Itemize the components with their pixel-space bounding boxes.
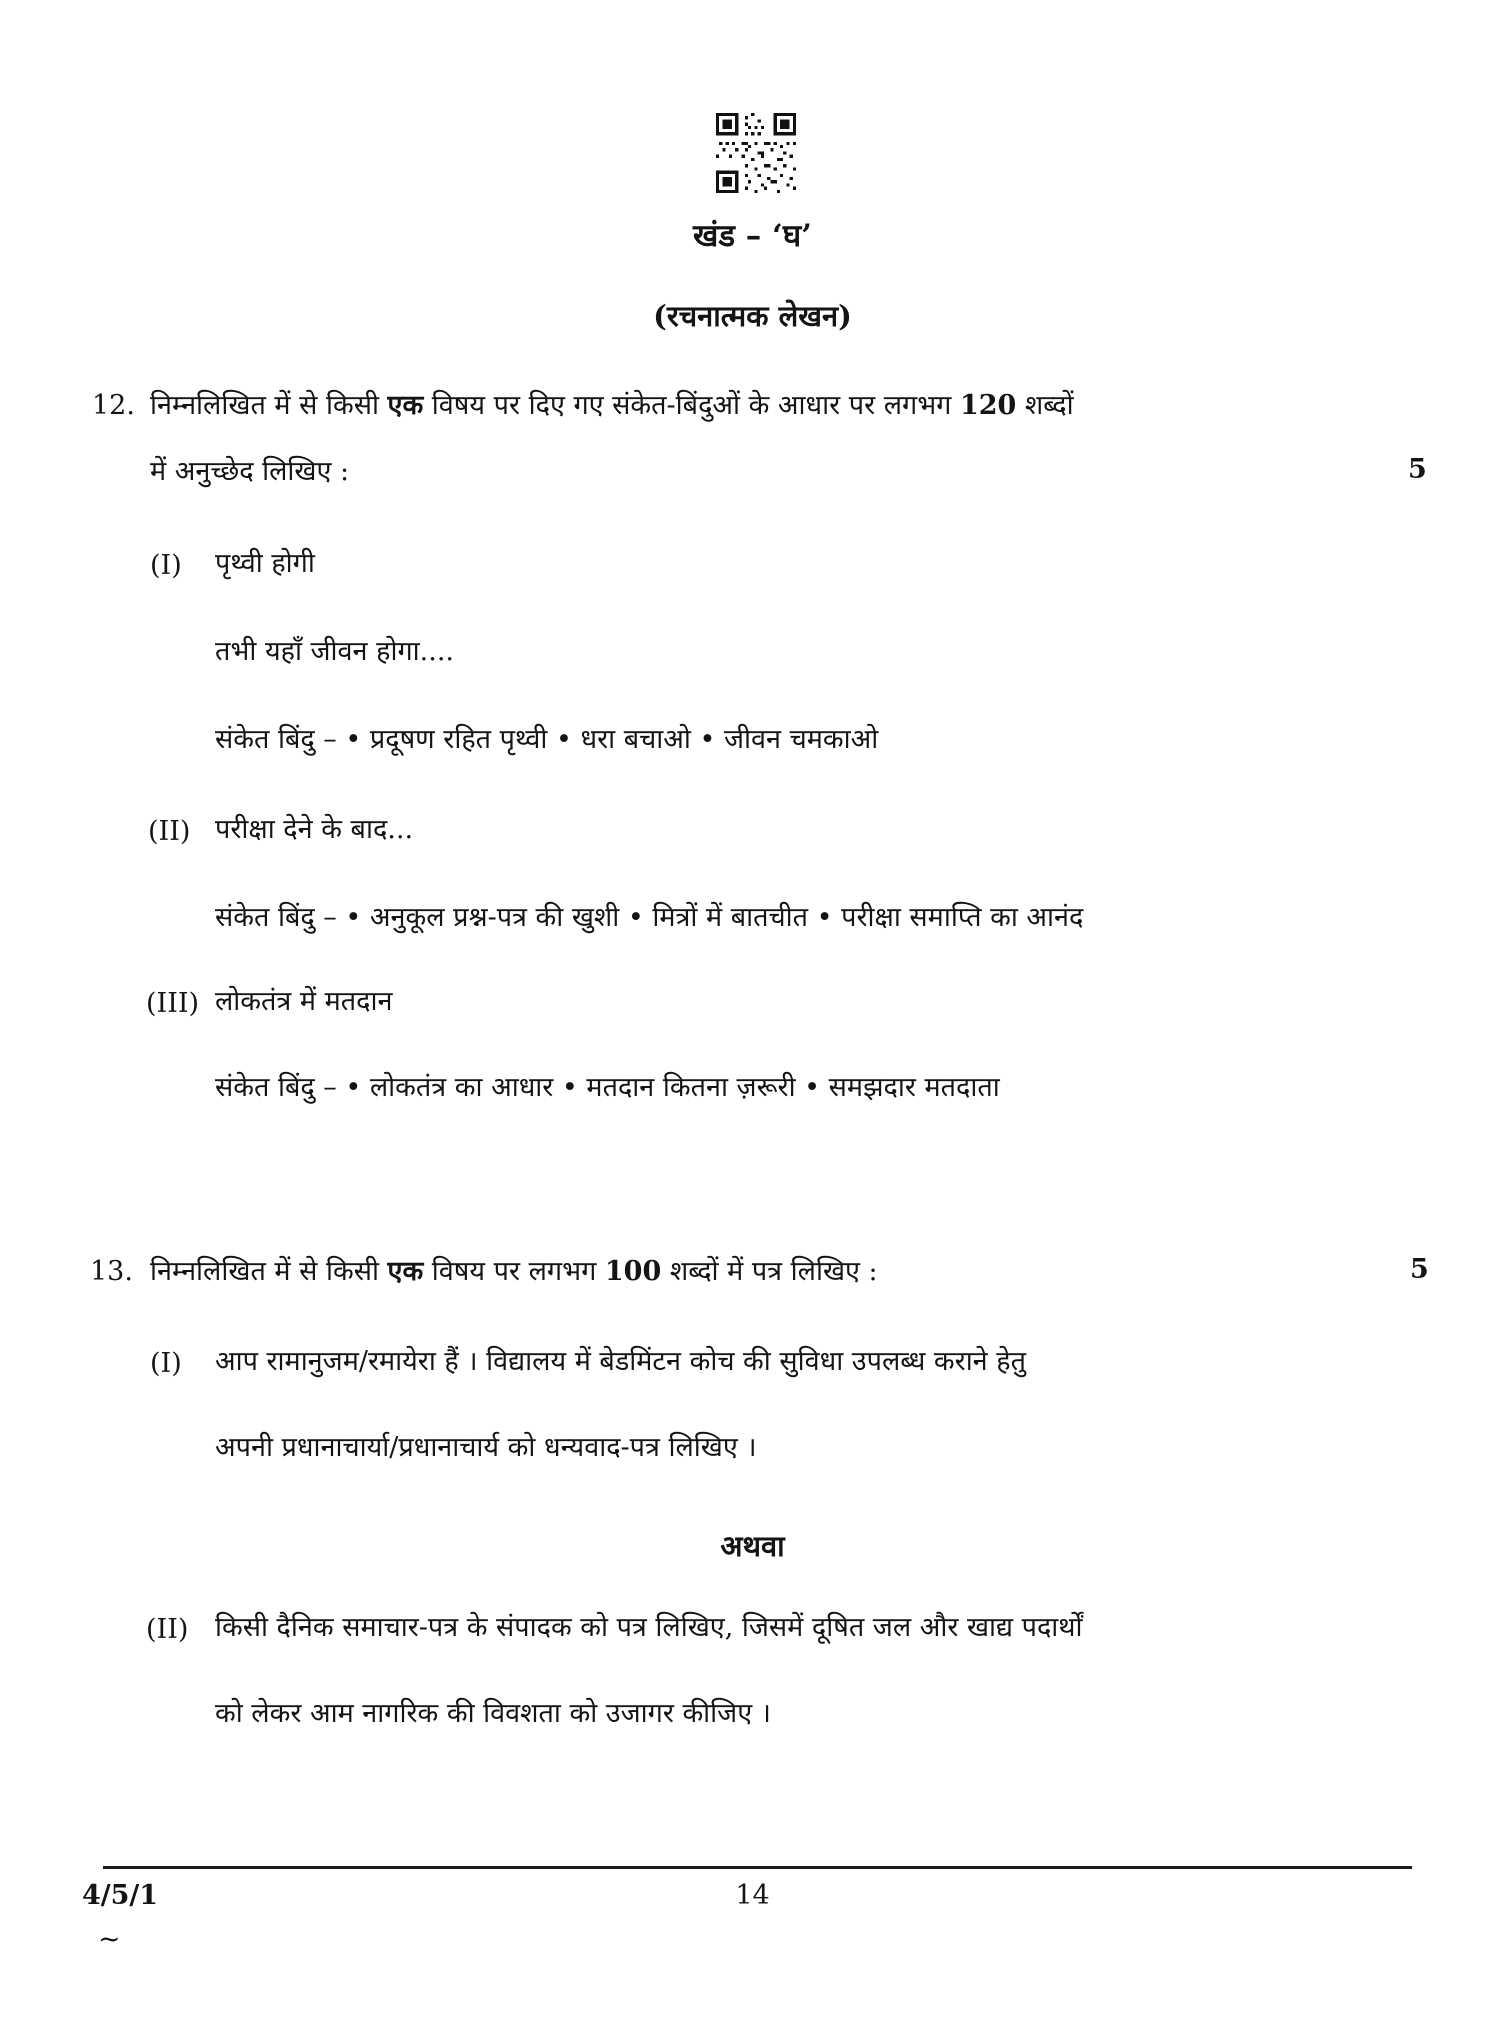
q12-item1-hint-line: संकेत बिंदु – • प्रदूषण रहित पृथ्वी • धरा बचाओ • जीवन चमकाओ (215, 724, 879, 755)
section-subheader: (रचनात्मक लेखन) (653, 299, 852, 333)
q13-number: 13. (90, 1256, 133, 1287)
q12-item1-label: (I) (150, 550, 182, 581)
q13-line1-seg3: विषय पर लगभग (423, 1256, 605, 1287)
q12-item1-line2: तभी यहाँ जीवन होगा.... (215, 636, 454, 667)
q13-item1-line1: आप रामानुजम/रमायेरा हैं । विद्यालय में बेडमिंटन कोच की सुविधा उपलब्ध कराने हेतु (215, 1346, 1026, 1377)
q13-marks: 5 (1410, 1254, 1429, 1285)
section-header: खंड – ‘घ’ (693, 218, 812, 254)
q12-item3-hint-line: संकेत बिंदु – • लोकतंत्र का आधार • मतदान कितना ज़रूरी • समझदार मतदाता (215, 1072, 1000, 1103)
qr-code (716, 112, 796, 194)
q12-line1-seg1: निम्नलिखित में से किसी (150, 390, 388, 421)
q12-text-line1 (150, 388, 1074, 424)
q12-item2-hint-line: संकेत बिंदु – • अनुकूल प्रश्न-पत्र की खुशी • मित्रों में बातचीत • परीक्षा समाप्ति का आनंद (215, 902, 1084, 933)
q13-item2-line1: किसी दैनिक समाचार-पत्र के संपादक को पत्र लिखिए, जिसमें दूषित जल और खाद्य पदार्थों (215, 1612, 1083, 1643)
q12-marks: 5 (1408, 454, 1427, 485)
q12-line1-seg2-bold: एक (387, 390, 424, 421)
q13-line1-seg4-bold: 100 (604, 1256, 662, 1287)
q13-line1-seg2-bold: एक (387, 1256, 424, 1287)
footer-divider (103, 1866, 1412, 1869)
footer-paper-code: 4/5/1 (82, 1880, 159, 1911)
q13-text-line1 (150, 1254, 878, 1290)
q13-item1-line2: अपनी प्रधानाचार्या/प्रधानाचार्य को धन्यवाद-पत्र लिखिए । (215, 1432, 757, 1463)
or-separator: अथवा (720, 1529, 785, 1563)
q12-item2-label: (II) (148, 816, 191, 847)
q12-item1-line1: पृथ्वी होगी (215, 548, 315, 579)
footer-page-number: 14 (735, 1880, 770, 1911)
q13-line1-seg1: निम्नलिखित में से किसी (150, 1256, 388, 1287)
q13-item2-label: (II) (146, 1614, 189, 1645)
q12-item3-line1: लोकतंत्र में मतदान (215, 986, 393, 1017)
q12-item3-label: (III) (146, 988, 200, 1019)
q12-text-line2: में अनुच्छेद लिखिए : (150, 456, 350, 487)
q12-line1-seg4-bold: 120 (959, 390, 1017, 421)
q13-line1-seg5: शब्दों में पत्र लिखिए : (661, 1256, 878, 1287)
q13-item1-label: (I) (150, 1348, 182, 1379)
q13-item2-line2: को लेकर आम नागरिक की विवशता को उजागर कीजिए । (215, 1698, 771, 1729)
q12-number: 12. (92, 390, 135, 421)
q12-item2-line1: परीक्षा देने के बाद... (215, 814, 414, 845)
q12-line1-seg3: विषय पर दिए गए संकेत-बिंदुओं के आधार पर लगभग (423, 390, 960, 421)
footer-tilde-mark: ~ (98, 1924, 121, 1955)
q12-line1-seg5: शब्दों (1016, 390, 1074, 421)
